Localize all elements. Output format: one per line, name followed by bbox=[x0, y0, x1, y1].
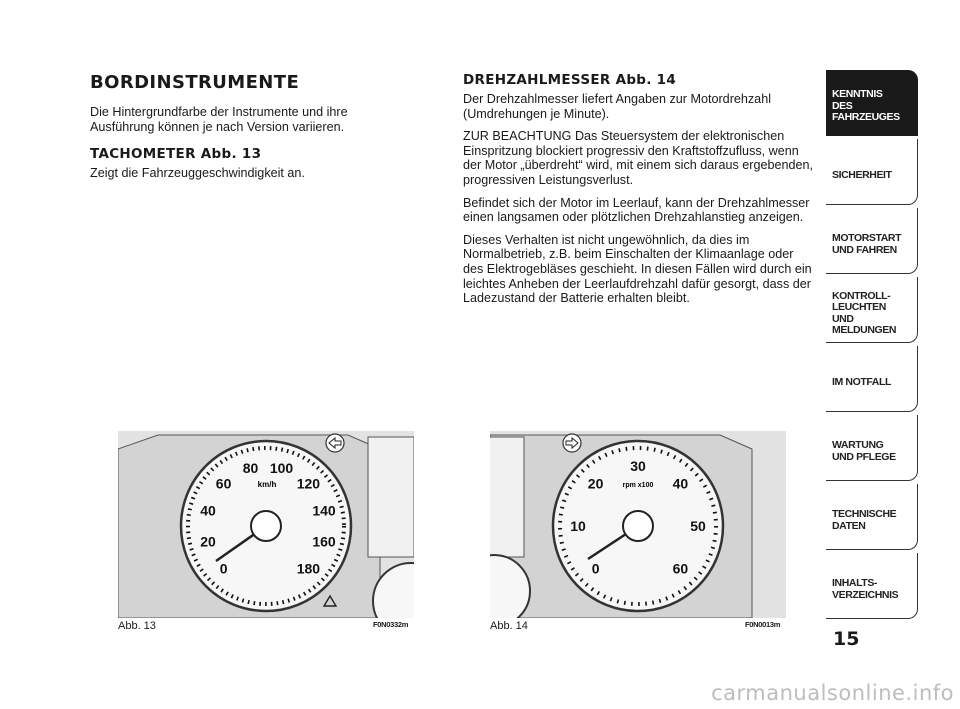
rpm-scale-label: 60 bbox=[672, 560, 689, 577]
speed-unit: km/h bbox=[257, 480, 277, 489]
rpm-scale-label: 50 bbox=[690, 518, 706, 534]
tachometer-heading: TACHOMETER Abb. 13 bbox=[90, 146, 262, 163]
speed-scale-label: 180 bbox=[296, 560, 321, 577]
rpm-scale-label: 10 bbox=[570, 518, 586, 534]
tab-technische-daten[interactable]: TECHNISCHE DATEN bbox=[826, 484, 918, 550]
rpm-unit: rpm x100 bbox=[622, 482, 654, 489]
watermark: carmanualsonline.info bbox=[711, 681, 954, 705]
speed-scale-label: 100 bbox=[269, 460, 294, 476]
rpm-paragraph-3: Befindet sich der Motor im Leerlauf, kann der Drehzahlmesser einen langsamen oder plötzlichen Drehzahlanstieg anzeigen. bbox=[463, 195, 810, 225]
tachometer-rpm-heading: DREHZAHLMESSER Abb. 14 bbox=[463, 72, 677, 88]
rpm-scale-label: 0 bbox=[591, 560, 600, 577]
speed-scale-label: 20 bbox=[200, 533, 216, 550]
speed-scale-label: 60 bbox=[215, 475, 232, 492]
rpm-paragraph-4: Dieses Verhalten ist nicht ungewöhnlich, da dies im Normalbetrieb, z.B. beim Einschalten der Klimaanlage oder des Elektrogebläses geschieht. In diesen Fällen wird durch ein leichtes Anheben der Leerlaufdrehzahl dafür gesorgt, dass der Ladezustand der Batterie erhalten bleibt. bbox=[463, 232, 812, 306]
tab-wartung[interactable]: WARTUNG UND PFLEGE bbox=[826, 415, 918, 481]
tab-inhaltsverzeichnis[interactable]: INHALTS- VERZEICHNIS bbox=[826, 553, 918, 619]
rev-counter-hub bbox=[623, 511, 653, 541]
rpm-paragraph-2: ZUR BEACHTUNG Das Steuersystem der elektronischen Einspritzung blockiert progressiv den Kraftstoffzufluss, wenn der Motor „überdreht“ wird, mit einem sich daraus ergebenden, progressiven Leistungsverlust. bbox=[463, 129, 813, 187]
rev-counter-illustration bbox=[490, 431, 786, 618]
figure-13-caption: Abb. 13 bbox=[118, 620, 156, 632]
speed-scale-label: 80 bbox=[242, 460, 259, 476]
rev-counter-figure bbox=[490, 431, 786, 618]
rpm-scale-label: 30 bbox=[630, 458, 646, 474]
right-column bbox=[463, 72, 813, 314]
page-number: 15 bbox=[833, 628, 860, 650]
display-panel bbox=[368, 437, 414, 557]
tab-kenntnis[interactable]: KENNTNIS DES FAHRZEUGES bbox=[826, 70, 918, 136]
chapter-tabs bbox=[826, 70, 918, 622]
speed-scale-label: 40 bbox=[200, 502, 216, 519]
figure-14-caption: Abb. 14 bbox=[490, 620, 528, 632]
tachometer-text: Zeigt die Fahrzeuggeschwindigkeit an. bbox=[90, 166, 305, 181]
figure-14-code: F0N0013m bbox=[745, 620, 781, 629]
speed-scale-label: 160 bbox=[312, 533, 336, 550]
speedometer-hub bbox=[251, 511, 281, 541]
rpm-scale-label: 20 bbox=[587, 475, 604, 492]
speed-scale-label: 140 bbox=[312, 502, 336, 519]
figure-13-code: F0N0332m bbox=[373, 620, 409, 629]
left-column bbox=[90, 72, 390, 189]
speedometer-figure bbox=[118, 431, 414, 618]
tab-motorstart[interactable]: MOTORSTART UND FAHREN bbox=[826, 208, 918, 274]
speed-scale-label: 0 bbox=[219, 560, 228, 577]
speed-scale-label: 120 bbox=[296, 475, 321, 492]
rpm-paragraph-1: Der Drehzahlmesser liefert Angaben zur Motordrehzahl (Umdrehungen je Minute). bbox=[463, 92, 771, 121]
display-panel bbox=[490, 437, 524, 557]
rpm-scale-label: 40 bbox=[672, 475, 689, 492]
tab-im-notfall[interactable]: IM NOTFALL bbox=[826, 346, 918, 412]
speedometer-illustration bbox=[118, 431, 414, 618]
intro-text: Die Hintergrundfarbe der Instrumente und ihre Ausführung können je nach Version variieren. bbox=[90, 105, 348, 134]
page-title: BORDINSTRUMENTE bbox=[90, 72, 300, 93]
tab-sicherheit[interactable]: SICHERHEIT bbox=[826, 139, 918, 205]
tab-kontrollleuchten[interactable]: KONTROLL- LEUCHTEN UND MELDUNGEN bbox=[826, 277, 918, 343]
